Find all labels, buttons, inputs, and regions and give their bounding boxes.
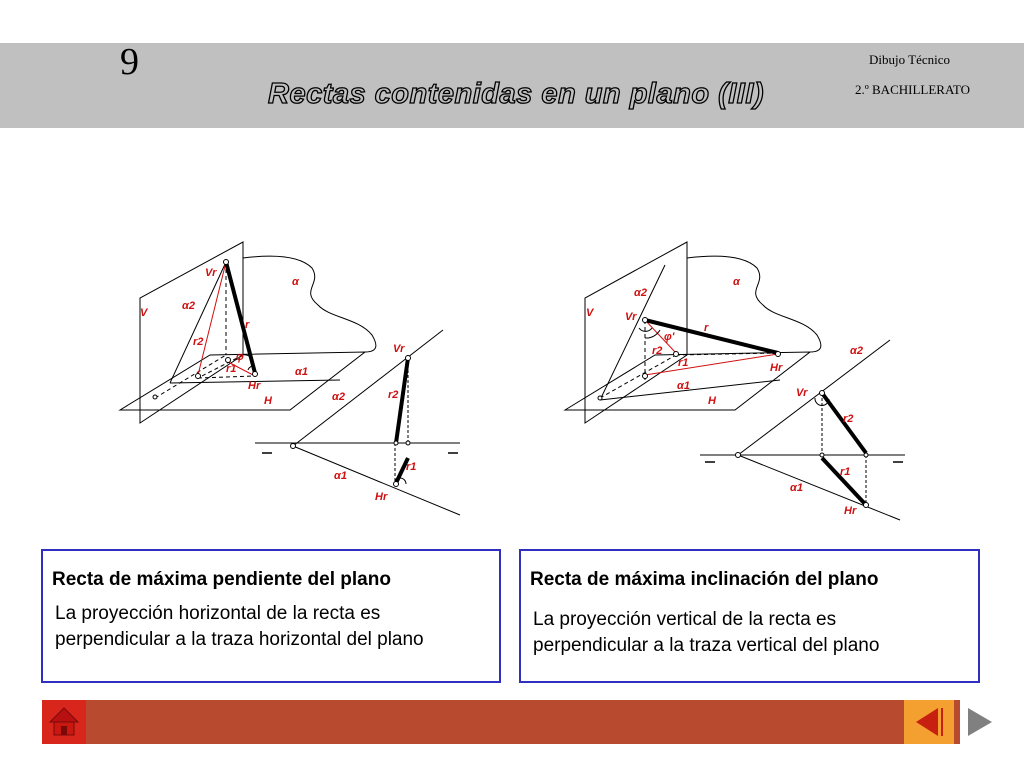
- proj-label-r1-right: r1: [840, 466, 851, 478]
- info-box-left-line-1: La proyección horizontal de la recta es: [55, 603, 381, 624]
- label-r1: r1: [226, 363, 237, 375]
- plane-alpha-outline: [243, 256, 376, 352]
- proj-label-hr-right: Hr: [844, 505, 857, 517]
- label-v-right: V: [586, 307, 594, 319]
- label-alpha2-right: α2: [634, 287, 647, 299]
- label-hr-right: Hr: [770, 362, 783, 374]
- right-3d-figure: [565, 242, 821, 423]
- info-box-right-text: [533, 607, 879, 659]
- info-box-right-title: Recta de máxima inclinación del plano: [530, 569, 879, 590]
- label-hr: Hr: [248, 380, 261, 392]
- triangle-left-icon: [904, 700, 954, 744]
- previous-button[interactable]: [904, 700, 954, 744]
- navigation-bar: [42, 700, 998, 744]
- next-button[interactable]: [960, 700, 998, 744]
- proj-label-alpha1: α1: [334, 470, 347, 482]
- label-alpha1: α1: [295, 366, 308, 378]
- proj-label-alpha2: α2: [332, 391, 345, 403]
- label-r: r: [245, 319, 250, 331]
- plane-alpha-outline-right: [687, 256, 821, 352]
- proj-label-r1: r1: [406, 461, 417, 473]
- info-box-right: [519, 549, 980, 683]
- label-phi: φ: [236, 351, 244, 363]
- left-3d-labels: [140, 267, 308, 407]
- course-label: 2.º BACHILLERATO: [854, 82, 970, 97]
- label-alpha-right: α: [733, 276, 740, 288]
- triangle-right-icon: [960, 700, 998, 744]
- info-box-left: [41, 549, 501, 683]
- proj-label-vr-right: Vr: [796, 387, 808, 399]
- proj-label-alpha2-right: α2: [850, 345, 863, 357]
- subject-label: Dibujo Técnico: [869, 52, 950, 67]
- slide-number: 9: [120, 41, 139, 83]
- label-r2: r2: [193, 336, 204, 348]
- label-vr-right: Vr: [625, 311, 637, 323]
- proj-label-hr: Hr: [375, 491, 388, 503]
- proj-label-vr: Vr: [393, 343, 405, 355]
- home-icon: [42, 700, 86, 744]
- label-h: H: [264, 395, 272, 407]
- info-box-left-text: [55, 601, 424, 653]
- proj-label-r2-right: r2: [843, 413, 854, 425]
- label-alpha1-right: α1: [677, 380, 690, 392]
- label-h-right: H: [708, 395, 716, 407]
- info-box-right-line-2: perpendicular a la traza vertical del plano: [533, 635, 880, 656]
- info-box-left-title: Recta de máxima pendiente del plano: [52, 569, 391, 590]
- label-vr: Vr: [205, 267, 217, 279]
- home-button[interactable]: [42, 700, 86, 744]
- info-box-left-line-2: perpendicular a la traza horizontal del plano: [55, 629, 424, 650]
- proj-label-alpha1-right: α1: [790, 482, 803, 494]
- alpha2-trace: [170, 262, 226, 383]
- label-v: V: [140, 307, 148, 319]
- label-phi-right: φ': [664, 331, 675, 343]
- label-r1-right: r1: [678, 357, 689, 369]
- label-r-right: r: [704, 322, 709, 334]
- slide-title: Rectas contenidas en un plano (III): [268, 78, 765, 110]
- info-box-right-line-1: La proyección vertical de la recta es: [533, 609, 837, 630]
- label-r2-right: r2: [652, 345, 663, 357]
- label-alpha: α: [292, 276, 299, 288]
- proj-label-r2: r2: [388, 389, 399, 401]
- label-alpha2: α2: [182, 300, 195, 312]
